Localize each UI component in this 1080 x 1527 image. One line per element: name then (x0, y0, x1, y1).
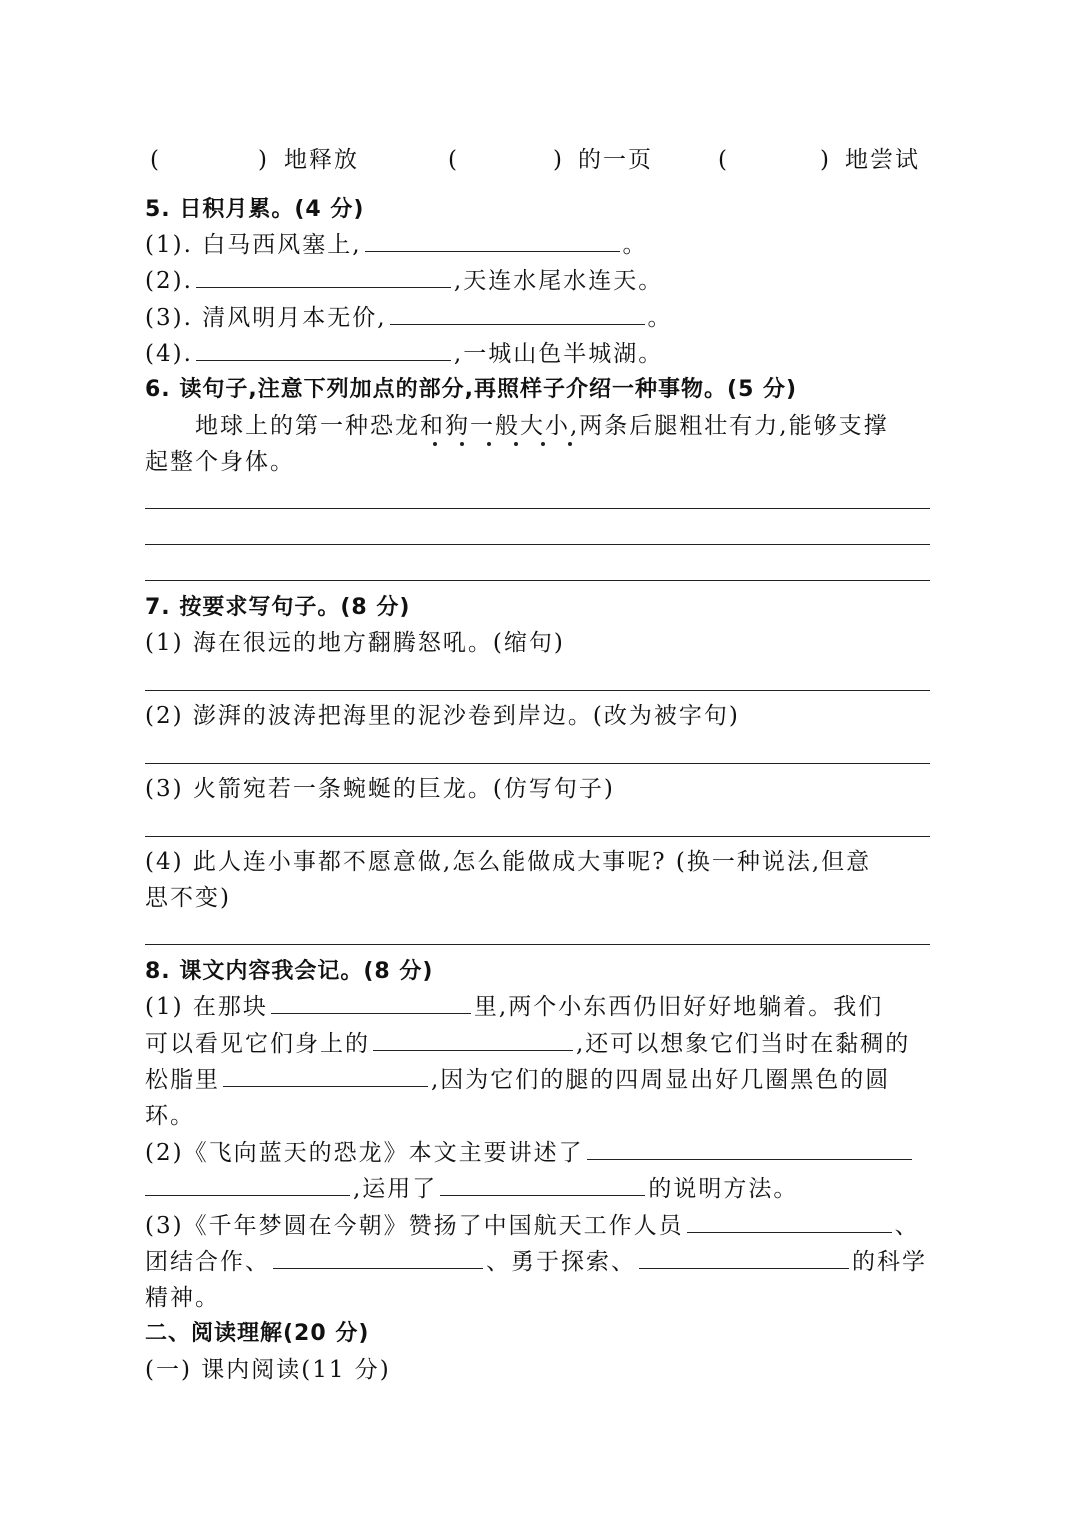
q7-item-4-line-2: 思不变) (145, 885, 231, 911)
q8-blank-5[interactable] (145, 1173, 350, 1196)
q5-item-4-post: ,一城山色半城湖。 (453, 341, 664, 367)
q5-item-4-pre: (4). (145, 341, 193, 367)
q6-sentence-line-1: 地球上的第一种恐龙和狗一般大小,两条后腿粗壮有力,能够支撑 (195, 413, 889, 439)
bracket-close-2: ) (553, 147, 564, 173)
q8-p3-text-d: 、勇于探索、 (486, 1249, 636, 1275)
q6-sentence-line-2: 起整个身体。 (145, 449, 295, 475)
q7-answer-line-3[interactable] (145, 836, 930, 837)
q5-item-1-pre: (1). 白马西风塞上, (145, 232, 362, 258)
q8-p3-text-b: 、 (894, 1213, 920, 1239)
q8-blank-1[interactable] (271, 991, 471, 1014)
q7-answer-line-4[interactable] (145, 944, 930, 945)
section-2-subtitle: (一) 课内阅读(11 分) (145, 1357, 391, 1383)
q8-p3-text-e: 的科学 (852, 1249, 927, 1275)
q8-p1-line-3 (145, 1064, 890, 1096)
q8-p2-text-c: 的说明方法。 (648, 1176, 799, 1202)
q8-p2-text-b: ,运用了 (353, 1176, 438, 1202)
q8-p3-line-2 (145, 1246, 927, 1278)
q5-item-3-post: 。 (647, 305, 673, 331)
q6-answer-line-3[interactable] (145, 580, 930, 581)
q8-p1-text-d: ,还可以想象它们当时在黏稠的 (576, 1031, 911, 1057)
q5-blank-1[interactable] (365, 229, 620, 252)
q8-blank-2[interactable] (373, 1028, 573, 1051)
q5-blank-3[interactable] (390, 302, 645, 325)
q8-p1-line-4: 环。 (145, 1103, 195, 1129)
q5-item-2 (145, 265, 663, 297)
q8-p1-text-a: (1) 在那块 (145, 994, 268, 1020)
q5-item-4 (145, 338, 663, 370)
q8-p3-line-1 (145, 1210, 920, 1242)
q7-answer-line-2[interactable] (145, 763, 930, 764)
q8-blank-8[interactable] (273, 1246, 483, 1269)
q8-blank-9[interactable] (639, 1246, 849, 1269)
bracket-text-2: 的一页 (578, 147, 653, 173)
q7-answer-line-1[interactable] (145, 690, 930, 691)
q7-item-3: (3) 火箭宛若一条蜿蜒的巨龙。(仿写句子) (145, 776, 615, 802)
bracket-open-2: ( (448, 147, 459, 173)
q5-title: 5. 日积月累。(4 分) (145, 197, 365, 222)
q5-item-2-pre: (2). (145, 268, 193, 294)
q8-p1-line-2 (145, 1028, 910, 1060)
q8-p2-line-2 (145, 1173, 798, 1205)
q8-p1-text-b: 里,两个小东西仍旧好好地躺着。我们 (473, 994, 884, 1020)
q8-title: 8. 课文内容我会记。(8 分) (145, 959, 434, 984)
bracket-open-1: ( (150, 147, 161, 173)
q6-title: 6. 读句子,注意下列加点的部分,再照样子介绍一种事物。(5 分) (145, 377, 798, 402)
bracket-close-3: ) (820, 147, 831, 173)
q8-p1-line-1 (145, 991, 883, 1023)
q5-item-3 (145, 302, 673, 334)
q7-item-4-line-1: (4) 此人连小事都不愿意做,怎么能做成大事呢? (换一种说法,但意 (145, 849, 872, 875)
q7-title: 7. 按要求写句子。(8 分) (145, 595, 411, 620)
q5-item-1 (145, 229, 648, 261)
q5-blank-2[interactable] (196, 265, 451, 288)
q6-answer-line-1[interactable] (145, 508, 930, 509)
bracket-close-1: ) (258, 147, 269, 173)
bracket-text-1: 地释放 (284, 147, 359, 173)
q8-p1-text-c: 可以看见它们身上的 (145, 1031, 370, 1057)
q8-blank-4[interactable] (587, 1137, 912, 1160)
q5-blank-4[interactable] (196, 338, 451, 361)
q6-answer-line-2[interactable] (145, 544, 930, 545)
bracket-open-3: ( (718, 147, 729, 173)
q7-item-2: (2) 澎湃的波涛把海里的泥沙卷到岸边。(改为被字句) (145, 703, 740, 729)
q8-p2-line-1 (145, 1137, 915, 1169)
q8-p3-text-c: 团结合作、 (145, 1249, 270, 1275)
q8-blank-7[interactable] (687, 1210, 892, 1233)
bracket-text-3: 地尝试 (845, 147, 920, 173)
q8-p3-text-a: (3)《千年梦圆在今朝》赞扬了中国航天工作人员 (145, 1213, 684, 1239)
q5-item-3-pre: (3). 清风明月本无价, (145, 305, 387, 331)
q7-item-1: (1) 海在很远的地方翻腾怒吼。(缩句) (145, 630, 565, 656)
q5-item-2-post: ,天连水尾水连天。 (453, 268, 664, 294)
q8-p2-text-a: (2)《飞向蓝天的恐龙》本文主要讲述了 (145, 1140, 584, 1166)
q8-p1-text-f: ,因为它们的腿的四周显出好几圈黑色的圆 (431, 1067, 891, 1093)
section-2-title: 二、阅读理解(20 分) (145, 1321, 370, 1346)
q8-blank-3[interactable] (223, 1064, 428, 1087)
q8-p3-line-3: 精神。 (145, 1285, 220, 1311)
q5-item-1-post: 。 (622, 232, 648, 258)
q8-p1-text-e: 松脂里 (145, 1067, 220, 1093)
q8-blank-6[interactable] (440, 1173, 645, 1196)
